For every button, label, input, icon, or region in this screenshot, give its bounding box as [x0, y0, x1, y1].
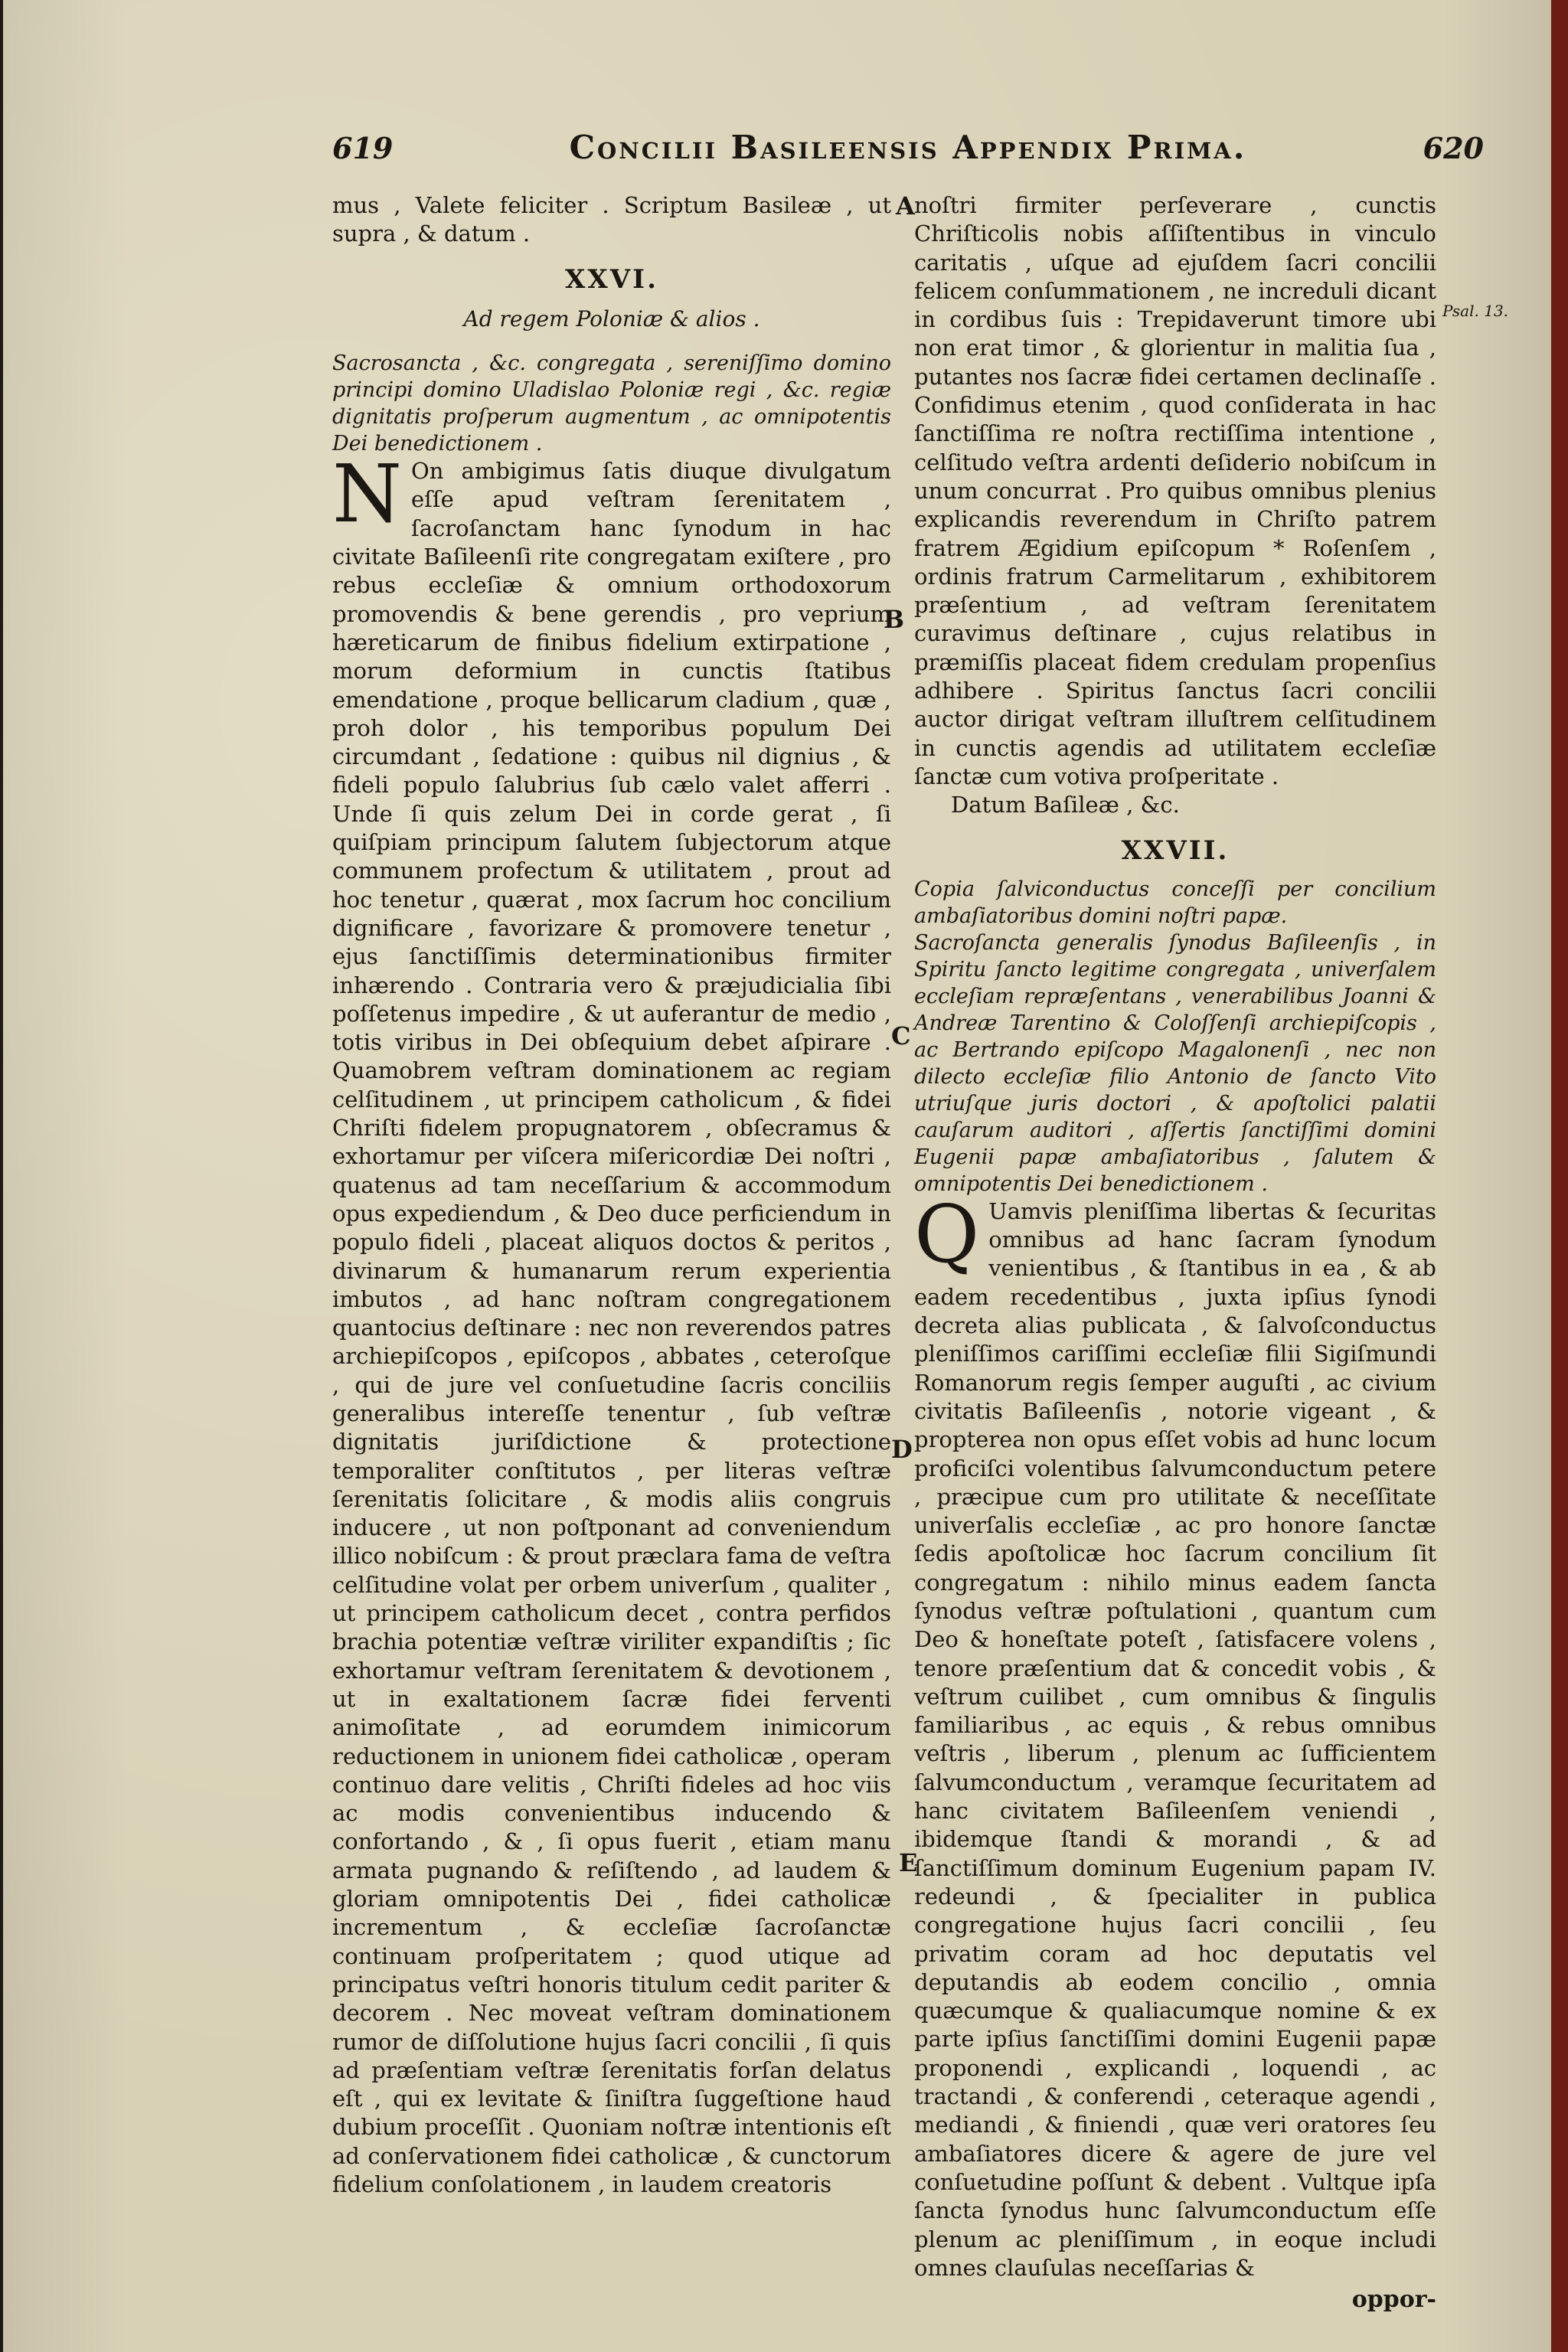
section-xxvii-body-paragraph	[914, 1187, 1436, 2282]
left-intro: mus , Valete feliciter . Scriptum Basileæ , ut supra , & datum .	[332, 192, 891, 247]
drop-cap-q: Q	[914, 1187, 980, 1281]
datum-line: Datum Baſileæ , &c.	[951, 792, 1180, 818]
left-page-number: 619	[332, 131, 394, 165]
section-xxvi-number: XXVI.	[565, 263, 658, 295]
book-page	[3, 0, 1568, 2352]
section-xxvi-body-paragraph	[332, 447, 891, 2199]
margin-letter-b: B	[884, 605, 905, 634]
running-title: Concilii Basileensis Appendix Prima.	[569, 129, 1247, 166]
margin-letter-d: D	[891, 1435, 913, 1464]
catchword: oppor-	[1351, 2286, 1436, 2314]
section-xxvi-heading: Ad regem Poloniæ & alios .	[463, 305, 760, 332]
section-xxvi-body-text: On ambigimus ſatis diuque divulgatum eſſe apud veſtram ſerenitatem , ſacroſanctam hanc ſynodum in hac civitate Baſileenſi rite congregatam exiſtere , pro rebus eccleſiæ & omnium orthodoxorum promovendis & bene gerendis , pro veprium hæreticarum de finibus fidelium extirpatione , morum deformium in cunctis ſtatibus emendatione , proque bellicarum cladium , quæ , proh dolor , his temporibus populum Dei circumdant , ſedatione : quibus nil dignius , & fideli populo ſalubrius ſub cælo valet afferri . Unde ſi quis zelum Dei in corde gerat , ſi quiſpiam principum ſalutem ſubjectorum atque communem profectum & utilitatem , prout ad hoc tenetur , quærat , mox ſacrum hoc concilium dignificare , favorizare & promovere tenetur , ejus ſanctiſſimis determinationibus firmiter inhærendo . Contraria vero & præjudicialia ſibi poſſetenus impedire , & ut auferantur de medio , totis viribus in Dei obſequium debet aſpirare . Quamobrem veſtram dominationem ac regiam celſitudinem , ut principem catholicum , & fidei Chriſti fidelem propugnatorem , obſecramus & exhortamur per viſcera miſericordiæ Dei noſtri , quatenus ad tam neceſſarium & accommodum opus expediendum , & Deo duce perficiendum in populo fideli , placeat aliquos doctos & peritos , divinarum & humanarum rerum experientia imbutos , ad hanc noſtram congregationem quantocius deſtinare : nec non reverendos patres archiepiſcopos , epiſcopos , abbates , ceteroſque , qui de jure vel conſuetudine ſacris conciliis generalibus intereſſe tenentur , ſub veſtræ dignitatis juriſdictione & protectione temporaliter conſtitutos , per literas veſtræ ſerenitatis ſolicitare , & modis aliis congruis inducere , ut non poſtponant ad conveniendum illico nobiſcum : & prout præclara fama de veſtra celſitudine volat per orbem univerſum , qualiter , ut principem catholicum decet , contra perfidos brachia potentiæ veſtræ viriliter expandiſtis ; ſic exhortamur veſtram ſerenitatem & devotionem , ut in exaltationem ſacræ fidei ferventi animoſitate , ad eorumdem inimicorum reductionem in unionem fidei catholicæ , operam continuo dare velitis , Chriſti fideles ad hoc viis ac modis convenientibus inducendo & confortando , & , ſi opus fuerit , etiam manu armata pugnando & reſiſtendo , ad laudem & gloriam omnipotentis Dei , fidei catholicæ incrementum , & eccleſiæ ſacroſanctæ continuam proſperitatem ; quod utique ad principatus veſtri honoris titulum cedit pariter & decorem . Nec moveat veſtram dominationem rumor de diſſolutione hujus ſacri concilii , ſi quis ad præſentiam veſtræ ſerenitatis forſan delatus eſt , qui ex levitate & ſiniſtra ſuggeſtione haud dubium proceſſit . Quoniam noſtræ intentionis eſt ad conſervationem fidei catholicæ , & cunctorum fidelium conſolationem , in laudem creatoris	[332, 458, 891, 2197]
right-column	[914, 191, 1436, 2314]
section-xxvii-body-text: Uamvis pleniſſima libertas & ſecuritas omnibus ad hanc ſacram ſynodum venientibus , & ſtantibus in ea , & ab eadem recedentibus , juxta ipſius ſynodi decreta alias publicata , & ſalvoſconductus pleniſſimos cariſſimi eccleſiæ filii Sigiſmundi Romanorum regis ſemper auguſti , ac civium civitatis Baſileenſis , notorie vigeant , & propterea non opus eſſet vobis ad hunc locum proficiſci volentibus ſalvumconductum petere , præcipue cum pro utilitate & neceſſitate univerſalis eccleſiæ , ac pro honore ſanctæ ſedis apoſtolicæ hoc ſacrum concilium ſit congregatum : nihilo minus eadem ſancta ſynodus veſtræ poſtulationi , quantum cum Deo & honeſtate poteſt , ſatisfacere volens , tenore præſentium dat & concedit vobis , & veſtrum cuilibet , cum omnibus & ſingulis familiaribus , ac equis , & rebus omnibus veſtris , liberum , plenum ac ſufficientem ſalvumconductum , veramque ſecuritatem ad hanc civitatem Baſileenſem veniendi , ibidemque ſtandi & morandi , & ad ſanctiſſimum dominum Eugenium papam IV. redeundi , & ſpecialiter in publica congregatione hujus ſacri concilii , ſeu privatim coram ad hoc deputatis vel deputandis ab eodem concilio , omnia quæcumque & qualiacumque nomine & ex parte ipſius ſanctiſſimi domini Eugenii papæ proponendi , explicandi , loquendi , ac tractandi , & conferendi , ceteraque agendi , mediandi , & finiendi , quæ veri oratores ſeu ambaſiatores dicere & agere de jure vel conſuetudine poſſunt & debent . Vultque ipſa ſancta ſynodus hunc ſalvumconductum eſſe plenum ac pleniſſimum , in eoque includi omnes clauſulas neceſſarias &	[914, 1197, 1436, 2281]
section-xxvii-salutation: Sacroſancta generalis ſynodus Baſileenſis , in Spiritu ſancto legitime congregata , univerſalem eccleſiam repræſentans , venerabilibus Joanni & Andreæ Tarentino & Coloſſenſi archiepiſcopis , ac Bertrando epiſcopo Magalonenſi , nec non dilecto eccleſiæ filio Antonio de ſancto Vito utriuſque juris doctori , & apoſtolici palatii cauſarum auditori , aſſertis ſanctiſſimi domini Eugenii papæ ambaſiatoribus , ſalutem & omnipotentis Dei benedictionem .	[914, 930, 1436, 1196]
section-xxvi-salutation: Sacrosancta , &c. congregata , sereniſſimo domino principi domino Uladislao Poloniæ regi , &c. regiæ dignitatis proſperum augmentum , ac omnipotentis Dei benedictionem .	[332, 351, 891, 456]
binding-edge	[1551, 0, 1568, 2352]
margin-letter-e: E	[899, 1848, 918, 1877]
right-page-number: 620	[1423, 131, 1484, 165]
left-column	[332, 191, 891, 2199]
running-header	[332, 129, 1484, 182]
right-continuation: noſtri firmiter perſeverare , cunctis Chriſticolis nobis aſſiſtentibus in vinculo caritatis , uſque ad ejuſdem ſacri concilii felicem conſummationem , ne increduli dicant in cordibus ſuis : Trepidaverunt timore ubi non erat timor , & glorientur in malitia ſua , putantes nos ſacræ fidei certamen declinaſſe . Confidimus etenim , quod conſiderata in hac ſanctiſſima re noſtra rectiſſima intentione , celſitudo veſtra ardenti deſiderio nobiſcum in unum concurrat . Pro quibus omnibus plenius explicandis reverendum in Chriſto patrem fratrem Ægidium epiſcopum * Roſenſem , ordinis fratrum Carmelitarum , exhibitorem præſentium , ad veſtram ſerenitatem curavimus deſtinare , cujus relatibus in præmiſſis placeat fidem credulam propenſius adhibere . Spiritus ſanctus ſacri concilii auctor dirigat veſtram illuſtrem celſitudinem in cunctis agendis ad utilitatem eccleſiæ ſanctæ cum votiva proſperitate .	[914, 192, 1436, 789]
margin-letter-c: C	[891, 1021, 911, 1050]
drop-cap-n: N	[332, 447, 402, 541]
section-xxvii-heading: Copia ſalviconductus conceſſi per concilium ambaſiatoribus domini noſtri papæ.	[914, 877, 1436, 928]
marginal-reference: Psal. 13.	[1442, 302, 1509, 320]
margin-letter-a: A	[896, 191, 915, 220]
section-xxvii-number: XXVII.	[1121, 835, 1230, 866]
